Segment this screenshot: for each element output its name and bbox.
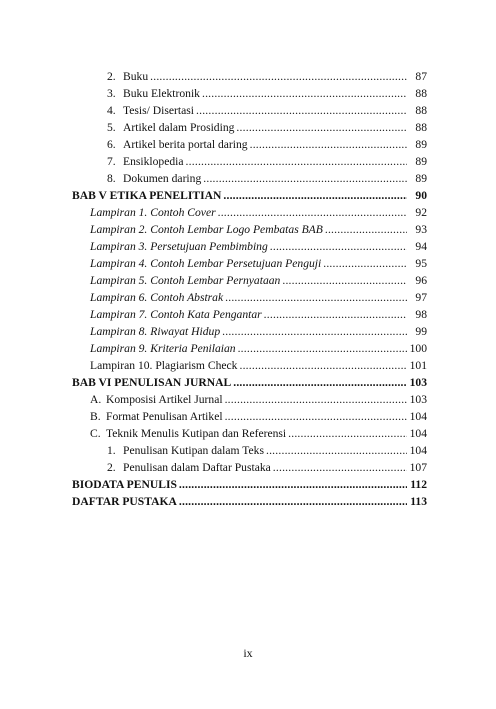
toc-leader	[273, 459, 407, 476]
toc-leader	[323, 255, 407, 272]
toc-entry-prosiding[interactable]	[107, 119, 427, 136]
toc-entry-lampiran-8[interactable]	[90, 323, 427, 340]
toc-label: Lampiran 3. Persetujuan Pembimbing	[90, 240, 268, 253]
toc-page: 89	[415, 172, 427, 185]
toc-entry-bab-v[interactable]	[72, 187, 427, 204]
toc-page: 96	[415, 274, 427, 287]
toc-label: Artikel berita portal daring	[123, 138, 248, 151]
toc-entry-lampiran-1[interactable]	[90, 204, 427, 221]
toc-page: 90	[415, 189, 427, 202]
toc-label: Format Penulisan Artikel	[106, 410, 223, 423]
toc-page: 89	[415, 138, 427, 151]
toc-entry-buku[interactable]	[107, 68, 427, 85]
toc-entry-lampiran-10[interactable]	[90, 357, 427, 374]
toc-leader	[203, 170, 407, 187]
toc-leader	[282, 272, 407, 289]
toc-leader	[225, 391, 407, 408]
toc-label: Penulisan dalam Daftar Pustaka	[123, 461, 271, 474]
page-number: ix	[243, 646, 253, 660]
toc-number: 2.	[107, 461, 116, 474]
toc-leader	[223, 187, 407, 204]
toc-page: 88	[415, 104, 427, 117]
toc-label: BIODATA PENULIS	[72, 478, 177, 491]
toc-entry-biodata[interactable]	[72, 476, 427, 493]
toc-number: 6.	[107, 138, 116, 151]
toc-page: 113	[410, 495, 427, 508]
toc-leader	[186, 153, 407, 170]
toc-label: Lampiran 2. Contoh Lembar Logo Pembatas BAB	[90, 223, 323, 236]
toc-entry-ensiklopedia[interactable]	[107, 153, 427, 170]
toc-page: 100	[409, 342, 427, 355]
toc-label: Buku Elektronik	[123, 87, 200, 100]
toc-label: Artikel dalam Prosiding	[123, 121, 235, 134]
toc-page: 95	[415, 257, 427, 270]
toc-leader	[179, 493, 407, 510]
toc-label: Lampiran 10. Plagiarism Check	[90, 359, 238, 372]
toc-leader	[202, 85, 407, 102]
toc-label: Penulisan Kutipan dalam Teks	[123, 444, 264, 457]
toc-page: 97	[415, 291, 427, 304]
toc-page: 92	[415, 206, 427, 219]
toc-page: 99	[415, 325, 427, 338]
toc-leader	[325, 221, 407, 238]
toc-number: 3.	[107, 87, 116, 100]
toc-leader	[250, 136, 407, 153]
toc-page: 88	[415, 87, 427, 100]
toc-label: Komposisi Artikel Jurnal	[106, 393, 223, 406]
toc-page: 88	[415, 121, 427, 134]
toc-leader	[239, 357, 407, 374]
toc-entry-komposisi-artikel[interactable]	[90, 391, 427, 408]
toc-number: A.	[90, 393, 102, 406]
toc-leader	[270, 238, 407, 255]
toc-number: 1.	[107, 444, 116, 457]
toc-label: Dokumen daring	[123, 172, 202, 185]
toc-number: 2.	[107, 70, 116, 83]
toc-entry-tesis[interactable]	[107, 102, 427, 119]
toc-leader	[236, 119, 407, 136]
toc-label: Lampiran 7. Contoh Kata Pengantar	[90, 308, 262, 321]
toc-number: 4.	[107, 104, 116, 117]
toc-label: DAFTAR PUSTAKA	[72, 495, 177, 508]
toc-page: 94	[415, 240, 427, 253]
toc-page: 103	[409, 393, 427, 406]
toc-page: 87	[415, 70, 427, 83]
toc-page: 101	[409, 359, 427, 372]
toc-page: 89	[415, 155, 427, 168]
toc-leader	[196, 102, 407, 119]
toc-entry-lampiran-4[interactable]	[90, 255, 427, 272]
toc-label: Lampiran 1. Contoh Cover	[90, 206, 216, 219]
toc-entry-teknik-kutipan[interactable]	[90, 425, 427, 442]
toc-leader	[238, 340, 407, 357]
toc-entry-daftar-pustaka-sub[interactable]	[107, 459, 427, 476]
toc-label: Lampiran 6. Contoh Abstrak	[90, 291, 224, 304]
toc-label: Lampiran 5. Contoh Lembar Pernyataan	[90, 274, 281, 287]
toc-leader	[264, 306, 407, 323]
toc-label: Teknik Menulis Kutipan dan Referensi	[106, 427, 287, 440]
toc-leader	[179, 476, 407, 493]
toc-leader	[150, 68, 407, 85]
toc-entry-daftar-pustaka[interactable]	[72, 493, 427, 510]
toc-label: Buku	[123, 70, 149, 83]
toc-page: 98	[415, 308, 427, 321]
toc-label: Lampiran 9. Kriteria Penilaian	[90, 342, 236, 355]
toc-entry-dokumen-daring[interactable]	[107, 170, 427, 187]
toc-leader	[218, 204, 407, 221]
toc-page: 107	[409, 461, 427, 474]
toc-entry-lampiran-9[interactable]	[90, 340, 427, 357]
toc-leader	[225, 289, 407, 306]
toc-label: BAB V ETIKA PENELITIAN	[72, 189, 222, 202]
toc-page: 112	[410, 478, 427, 491]
toc-entry-format-penulisan[interactable]	[90, 408, 427, 425]
toc-number: 7.	[107, 155, 116, 168]
toc-label: Tesis/ Disertasi	[123, 104, 194, 117]
toc-number: 8.	[107, 172, 116, 185]
toc-entry-lampiran-6[interactable]	[90, 289, 427, 306]
toc-entry-berita-daring[interactable]	[107, 136, 427, 153]
toc-entry-lampiran-7[interactable]	[90, 306, 427, 323]
toc-entry-lampiran-3[interactable]	[90, 238, 427, 255]
toc-leader	[288, 425, 407, 442]
toc-number: C.	[90, 427, 101, 440]
toc-leader	[225, 408, 407, 425]
toc-entry-lampiran-2[interactable]	[90, 221, 427, 238]
toc-label: Ensiklopedia	[123, 155, 184, 168]
toc-entry-buku-elektronik[interactable]	[107, 85, 427, 102]
toc-label: Lampiran 4. Contoh Lembar Persetujuan Penguji	[90, 257, 322, 270]
toc-page: 104	[409, 410, 427, 423]
toc-leader	[233, 374, 407, 391]
toc-leader	[222, 323, 407, 340]
toc-label: BAB VI PENULISAN JURNAL	[72, 376, 232, 389]
toc-leader	[266, 442, 407, 459]
toc-number: B.	[90, 410, 101, 423]
toc-entry-lampiran-5[interactable]	[90, 272, 427, 289]
toc-page: 104	[409, 444, 427, 457]
toc-page: 93	[415, 223, 427, 236]
toc-page: 103	[409, 376, 427, 389]
toc-entry-bab-vi[interactable]	[72, 374, 427, 391]
toc-page: 104	[409, 427, 427, 440]
toc-number: 5.	[107, 121, 116, 134]
toc-label: Lampiran 8. Riwayat Hidup	[90, 325, 221, 338]
toc-entry-kutipan-teks[interactable]	[107, 442, 427, 459]
